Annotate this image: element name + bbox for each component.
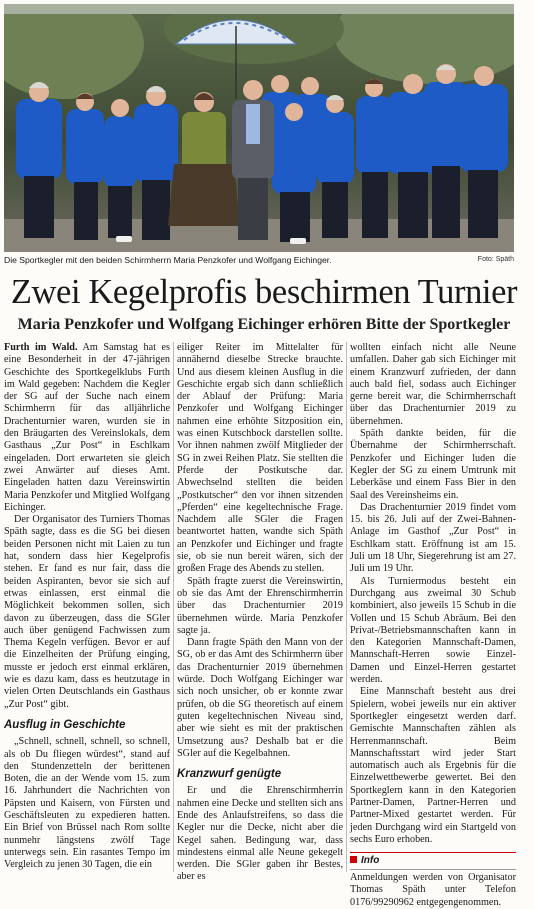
article-paragraph (4, 342, 170, 514)
photo-credit: Foto: Späth (477, 256, 514, 263)
info-divider (350, 869, 516, 870)
article-paragraph: Dann fragte Späth den Mann von der SG, ob er das Amt des Schirmherrn über das Drachenturnier 2019 übernehmen würde. Doch Wolfgang Eichinger war sich noch unsicher, ob er konnte zwar prüfen, ob die SG theoretisch auf einem guten kegeltechnischen Niveau sind, aber wie sieht es mit der praktischen Umsetzung aus? Deshalb bat er die SGler auf die Kegelbahnen. (177, 637, 343, 759)
column-divider (346, 342, 347, 872)
article-column-2 (177, 342, 343, 884)
article-paragraph: Er und die Ehrenschirmherrin nahmen eine Decke und stellten sich ans Ende des Anlaufstreifens, so dass die Kegler nur die Decke, nicht aber die Kegel sahen. Bedingung war, dass mindestens einmal alle Neune gekegelt werden. Die SGler gaben ihr Bestes, aber es (177, 785, 343, 883)
section-heading: Ausflug in Geschichte (4, 718, 126, 731)
article-paragraph: Eine Mannschaft besteht aus drei Spielern, wobei jeweils nur ein aktiver Sportkegler eingesetzt werden darf. Gemischte Mannschaften zählen als Herrenmannschaft. Beim Mannschaftsstart wird jeder Start automatisch auch als Ergebnis für die Einzelwettbewerbe gewertet. Bei den Sportkeglern kann in den Kategorien Partner-Damen, Partner-Herren und Partner-Mixed gestartet werden. Für jeden Durchgang wird ein Startgeld von sechs Euro erhoben. (350, 686, 516, 845)
article-paragraph: eiliger Reiter im Mittelalter für annähernd dieselbe Strecke brauchte. Und aus diesem kleinen Ausflug in die Geschichte ergab sich dann schließlich der Ablauf der Prüfung: Maria Penzkofer und Wolfgang Eichinger nahmen eine erhöhte Sitzposition ein, was einen Kutschbock darstellen sollte. Vor ihnen nahmen zwölf Mitglieder der SG in zwei Reihen Platz. Sie stellten die Pferde der Postkutsche dar. Abwechselnd stellten die beiden „Postkutscher“ den vor ihnen sitzenden „Pferden“ eine kegeltechnische Frage. Nachdem alle SGler die Fragen beantwortet hatten, wandte sich Späth an Penzkofer und Eichinger und fragte sie, ob sie nun bereit wären, sich der großen Frage des Abends zu stellen. (177, 342, 343, 575)
article-paragraph: Späth dankte beiden, für die Übernahme der Schirmherrschaft. Penzkofer und Eichinger luden die Kegler der SG zu einem Umtrunk mit Leberkäse und einem Fass Bier in den Saal des Vereinsheims ein. (350, 428, 516, 501)
article-column-3 (350, 342, 516, 909)
article-paragraph: Der Organisator des Turniers Thomas Späth sagte, dass es die SG bei diesen beiden Personen nicht mit Laien zu tun hat, sondern dass hier Kegelprofis stehen. Er fand es nur fair, dass die beiden Aspiranten, bevor sie sich auf etwas einlassen, erst einmal die Möglichkeit bekommen sollen, sich davon zu überzeugen, dass die SGler auch über genügend Fachwissen zum Thema Kegeln verfügen. Bevor er auf die Einzelheiten der Prüfung einging, musste er jedoch erst einmal erklären, wie es dazu kam, dass es heutzutage in vielen Orten Deutschlands ein Gasthaus „Zur Post“ gibt. (4, 514, 170, 710)
section-heading: Kranzwurf genügte (177, 768, 282, 781)
info-marker-icon (350, 856, 357, 863)
info-text: Anmeldungen werden von Organisator Thomas Späth unter Telefon 0176/99290962 entgegengenommen. (350, 872, 516, 908)
photo-caption: Die Sportkegler mit den beiden Schirmherrn Maria Penzkofer und Wolfgang Eichinger. (4, 255, 332, 265)
article-paragraph: Als Turniermodus besteht ein Durchgang aus zweimal 30 Schub kombiniert, also jeweils 15 Schub in die Vollen und 15 Schub Abräum. Bei den Privat-/Betriebsmannschaften kann in den Kategorien Mannschaft-Damen, Mannschaft-Herren sowie Einzel-Damen und Einzel-Herren gestartet werden. (350, 575, 516, 686)
info-label: Info (361, 855, 380, 867)
headline: Zwei Kegelprofis beschirmen Turnier (10, 273, 518, 311)
article-paragraph: „Schnell, schnell, schnell, so schnell, als ob Du fliegen würdest“, stand auf den Stundenzetteln der berittenen Boten, die an der Wende vom 15. zum 16. Jahrhundert die Nachrichten von Päpsten und Kaisern, von Fürsten und Geschäftsleuten zu expedieren hatten. Ein Brief von Brüssel nach Rom sollte nunmehr längstens zwölf Tage unterwegs sein. Ein rasantes Tempo im Vergleich zu jenen 30 Tagen, die ein (4, 736, 170, 871)
dateline: Furth im Wald. (4, 342, 78, 353)
paragraph-text: Am Samstag hat es eine Besonderheit in der 47-jährigen Geschichte des Sportkegelklubs Furth im Wald gegeben: Nachdem die Kegler der SG auf der Suche nach einem Schirmherrn für das alljährliche Drachenturnier waren, wurden sie in den Bräugarten des Vereinslokals, dem Gasthaus „Zur Post“ in Eschlkam eingeladen. Dort erwarteten sie gleich zwei Anwärter auf dieses Amt. Eingeladen hatten dazu Vereinswirtin Maria Penzkofer und Mitglied Wolfgang Eichinger. (4, 342, 170, 513)
group-photo-illustration (4, 4, 514, 252)
article-paragraph: Späth fragte zuerst die Vereinswirtin, ob sie das Amt der Ehrenschirmherrin über das Drachenturnier 2019 übernehmen würde. Maria Penzkofer sagte ja. (177, 575, 343, 636)
info-box (350, 852, 516, 909)
column-divider (173, 342, 174, 872)
info-heading (350, 854, 516, 867)
subheadline: Maria Penzkofer und Wolfgang Eichinger erhören Bitte der Sportkegler (17, 316, 511, 333)
photo-caption-row (4, 253, 514, 267)
article-paragraph: wollten einfach nicht alle Neune umfallen. Daher gab sich Eichinger mit einem Kranzwurf zufrieden, der dann auch bald fiel, sodass auch Eichinger gerne bereit war, die Schirmherrschaft über das Drachenturnier 2019 zu übernehmen. (350, 342, 516, 427)
article-column-1 (4, 342, 170, 871)
article-paragraph: Das Drachenturnier 2019 findet vom 15. bis 26. Juli auf der Zwei-Bahnen-Anlage im Gasthof „Zur Post“ in Eschlkam statt. Eröffnung ist am 15. Juli um 18 Uhr, Siegerehrung ist am 27. Juli um 19 Uhr. (350, 501, 516, 575)
group-photo (4, 4, 514, 252)
